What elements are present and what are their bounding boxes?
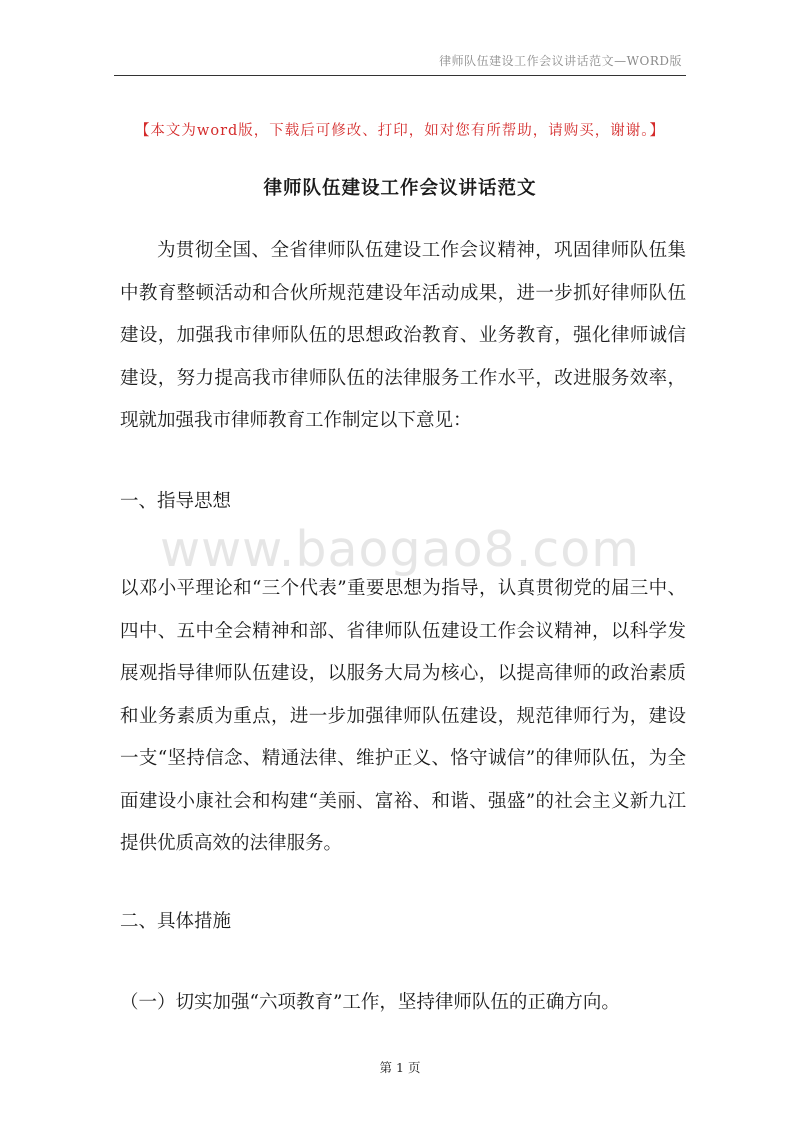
running-header: 律师队伍建设工作会议讲话范文—WORD版 (439, 54, 682, 68)
watermark: www.baogao8.com (160, 521, 640, 578)
guiding-thought-paragraph: 以邓小平理论和“三个代表”重要思想为指导，认真贯彻党的届三中、四中、五中全会精神和部、省律师队伍建设工作会议精神，以科学发展观指导律师队伍建设，以服务大局为核心，以提高律师的政治素质和业务素质为重点，进一步加强律师队伍建设，规范律师行为，建设一支“坚持信念、精通法律、维护正义、恪守诚信”的律师队伍，为全面建设小康社会和构建“美丽、富裕、和谐、强盛”的社会主义新九江提供优质高效的法律服务。 (120, 578, 686, 854)
document-title: 律师队伍建设工作会议讲话范文 (263, 178, 537, 199)
subsection-heading-six-educations: （一）切实加强“六项教育”工作，坚持律师队伍的正确方向。 (120, 992, 620, 1013)
intro-paragraph: 为贯彻全国、全省律师队伍建设工作会议精神，巩固律师队伍集中教育整顿活动和合伙所规范建设年活动成果，进一步抓好律师队伍建设，加强我市律师队伍的思想政治教育、业务教育，强化律师诚信建设，努力提高我市律师队伍的法律服务工作水平，改进服务效率，现就加强我市律师教育工作制定以下意见： (120, 240, 686, 431)
purchase-notice: 【本文为word版，下载后可修改、打印，如对您有所帮助，请购买，谢谢。】 (134, 123, 666, 139)
section-heading-measures: 二、具体措施 (120, 911, 232, 932)
header-divider (114, 75, 686, 76)
page-number: 第 1 页 (379, 1060, 421, 1075)
section-heading-guiding-thought: 一、指导思想 (120, 491, 232, 512)
